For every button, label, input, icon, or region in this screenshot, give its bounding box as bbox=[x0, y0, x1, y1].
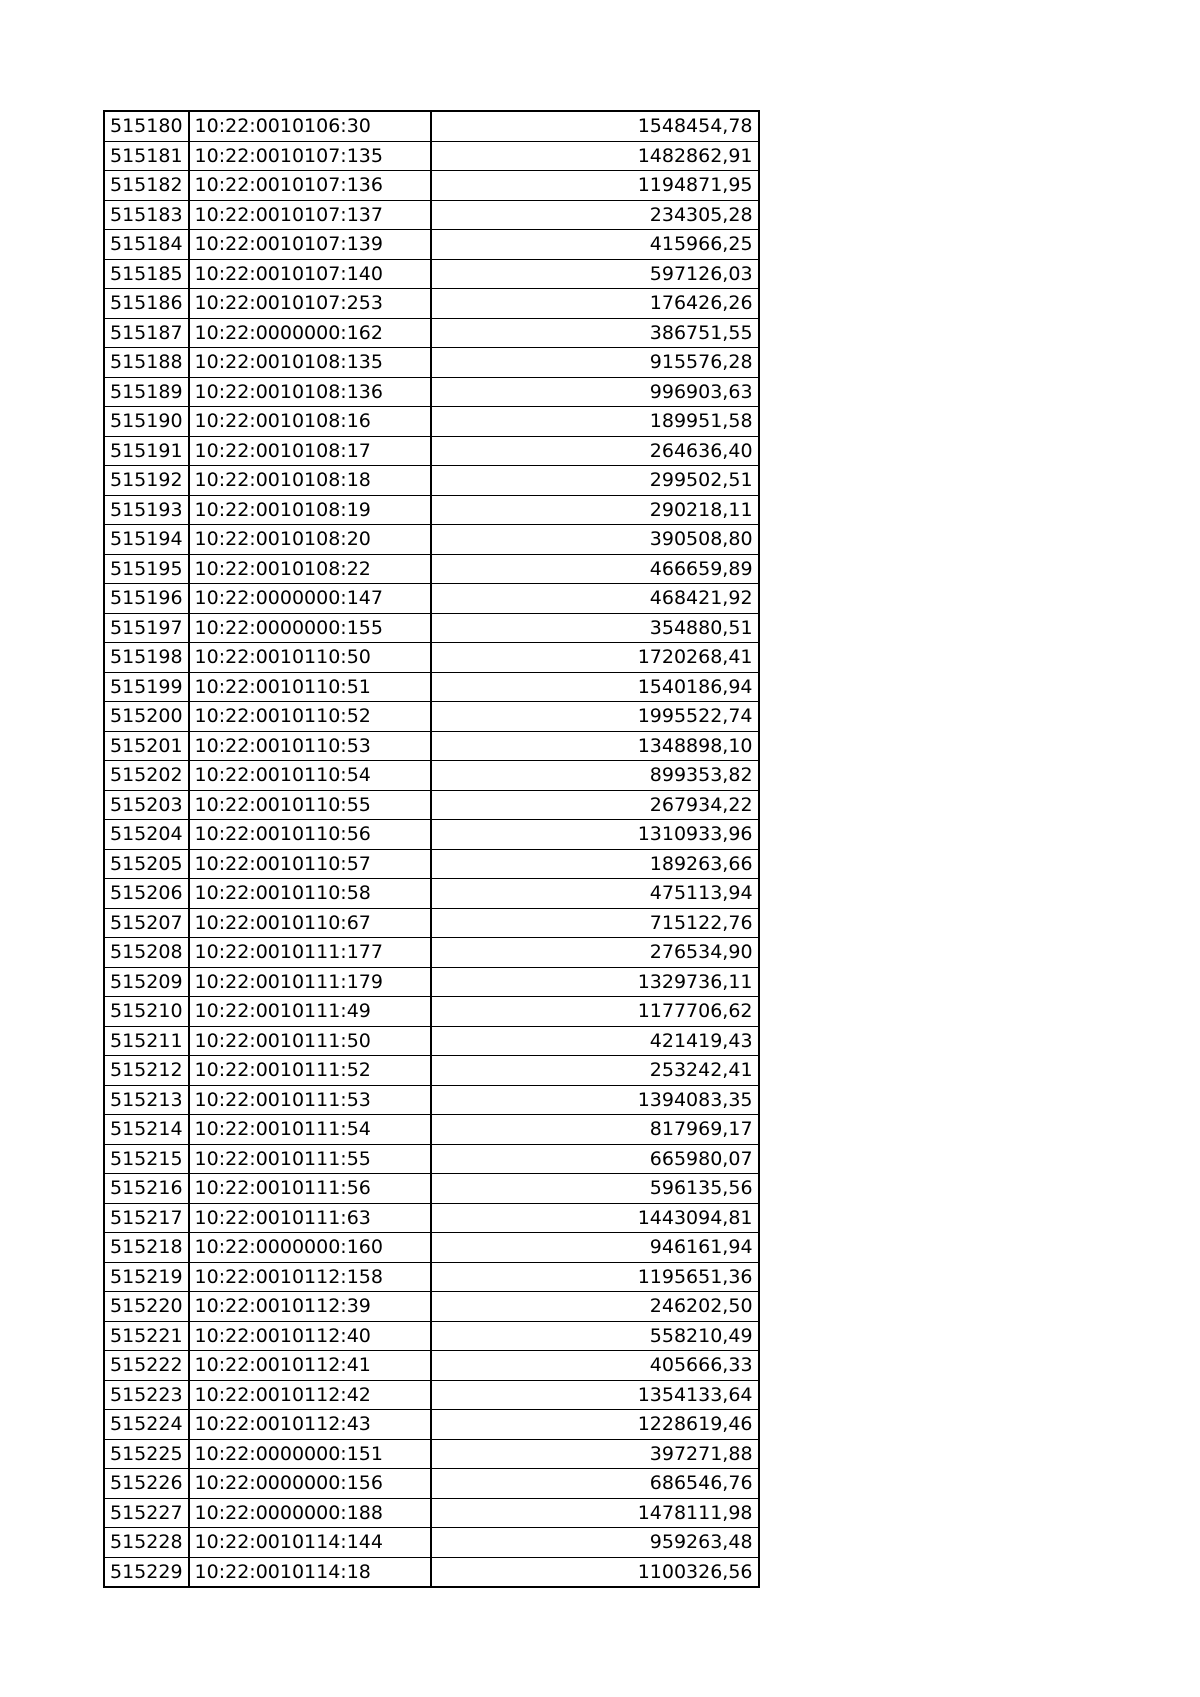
row-id-cell: 515192 bbox=[104, 466, 189, 496]
row-id-cell: 515208 bbox=[104, 938, 189, 968]
cadastral-number-cell: 10:22:0010111:50 bbox=[189, 1026, 431, 1056]
cadastral-number-cell: 10:22:0010107:135 bbox=[189, 141, 431, 171]
row-id-cell: 515219 bbox=[104, 1262, 189, 1292]
amount-cell: 996903,63 bbox=[431, 377, 759, 407]
row-id-cell: 515214 bbox=[104, 1115, 189, 1145]
amount-cell: 1720268,41 bbox=[431, 643, 759, 673]
row-id-cell: 515213 bbox=[104, 1085, 189, 1115]
amount-cell: 596135,56 bbox=[431, 1174, 759, 1204]
amount-cell: 189951,58 bbox=[431, 407, 759, 437]
row-id-cell: 515228 bbox=[104, 1528, 189, 1558]
table-row bbox=[104, 672, 759, 702]
table-row bbox=[104, 938, 759, 968]
table-row bbox=[104, 584, 759, 614]
table-row bbox=[104, 200, 759, 230]
cadastral-number-cell: 10:22:0010110:67 bbox=[189, 908, 431, 938]
amount-cell: 1354133,64 bbox=[431, 1380, 759, 1410]
cadastral-number-cell: 10:22:0010111:177 bbox=[189, 938, 431, 968]
amount-cell: 1995522,74 bbox=[431, 702, 759, 732]
amount-cell: 817969,17 bbox=[431, 1115, 759, 1145]
row-id-cell: 515224 bbox=[104, 1410, 189, 1440]
table-row bbox=[104, 997, 759, 1027]
table-row bbox=[104, 1439, 759, 1469]
cadastral-number-cell: 10:22:0010112:39 bbox=[189, 1292, 431, 1322]
table-row bbox=[104, 407, 759, 437]
table-row bbox=[104, 377, 759, 407]
cadastral-number-cell: 10:22:0010110:58 bbox=[189, 879, 431, 909]
table-row bbox=[104, 761, 759, 791]
cadastral-number-cell: 10:22:0010108:20 bbox=[189, 525, 431, 555]
table-row bbox=[104, 554, 759, 584]
amount-cell: 915576,28 bbox=[431, 348, 759, 378]
table-row bbox=[104, 1056, 759, 1086]
amount-cell: 189263,66 bbox=[431, 849, 759, 879]
cadastral-number-cell: 10:22:0010111:53 bbox=[189, 1085, 431, 1115]
table-row bbox=[104, 1410, 759, 1440]
row-id-cell: 515195 bbox=[104, 554, 189, 584]
cadastral-number-cell: 10:22:0010112:158 bbox=[189, 1262, 431, 1292]
cadastral-number-cell: 10:22:0010111:63 bbox=[189, 1203, 431, 1233]
cadastral-number-cell: 10:22:0000000:155 bbox=[189, 613, 431, 643]
cadastral-number-cell: 10:22:0010107:253 bbox=[189, 289, 431, 319]
row-id-cell: 515184 bbox=[104, 230, 189, 260]
row-id-cell: 515221 bbox=[104, 1321, 189, 1351]
cadastral-number-cell: 10:22:0010112:40 bbox=[189, 1321, 431, 1351]
cadastral-number-cell: 10:22:0010111:179 bbox=[189, 967, 431, 997]
cadastral-number-cell: 10:22:0000000:147 bbox=[189, 584, 431, 614]
amount-cell: 267934,22 bbox=[431, 790, 759, 820]
row-id-cell: 515222 bbox=[104, 1351, 189, 1381]
row-id-cell: 515180 bbox=[104, 111, 189, 141]
amount-cell: 959263,48 bbox=[431, 1528, 759, 1558]
amount-cell: 1310933,96 bbox=[431, 820, 759, 850]
table-row bbox=[104, 1321, 759, 1351]
row-id-cell: 515189 bbox=[104, 377, 189, 407]
amount-cell: 1478111,98 bbox=[431, 1498, 759, 1528]
table-row bbox=[104, 141, 759, 171]
row-id-cell: 515190 bbox=[104, 407, 189, 437]
row-id-cell: 515193 bbox=[104, 495, 189, 525]
amount-cell: 397271,88 bbox=[431, 1439, 759, 1469]
row-id-cell: 515194 bbox=[104, 525, 189, 555]
cadastral-number-cell: 10:22:0010107:139 bbox=[189, 230, 431, 260]
table-row bbox=[104, 967, 759, 997]
table-row bbox=[104, 1380, 759, 1410]
row-id-cell: 515216 bbox=[104, 1174, 189, 1204]
row-id-cell: 515185 bbox=[104, 259, 189, 289]
row-id-cell: 515183 bbox=[104, 200, 189, 230]
cadastral-number-cell: 10:22:0010110:54 bbox=[189, 761, 431, 791]
row-id-cell: 515187 bbox=[104, 318, 189, 348]
cadastral-number-cell: 10:22:0010110:53 bbox=[189, 731, 431, 761]
row-id-cell: 515207 bbox=[104, 908, 189, 938]
row-id-cell: 515201 bbox=[104, 731, 189, 761]
table-row bbox=[104, 1026, 759, 1056]
row-id-cell: 515218 bbox=[104, 1233, 189, 1263]
table-row bbox=[104, 111, 759, 141]
amount-cell: 715122,76 bbox=[431, 908, 759, 938]
table-row bbox=[104, 1557, 759, 1587]
table-row bbox=[104, 289, 759, 319]
amount-cell: 299502,51 bbox=[431, 466, 759, 496]
row-id-cell: 515200 bbox=[104, 702, 189, 732]
row-id-cell: 515227 bbox=[104, 1498, 189, 1528]
cadastral-number-cell: 10:22:0010108:135 bbox=[189, 348, 431, 378]
amount-cell: 1228619,46 bbox=[431, 1410, 759, 1440]
table-row bbox=[104, 318, 759, 348]
table-row bbox=[104, 1203, 759, 1233]
amount-cell: 558210,49 bbox=[431, 1321, 759, 1351]
table-row bbox=[104, 436, 759, 466]
row-id-cell: 515210 bbox=[104, 997, 189, 1027]
table-row bbox=[104, 495, 759, 525]
cadastral-number-cell: 10:22:0000000:188 bbox=[189, 1498, 431, 1528]
amount-cell: 466659,89 bbox=[431, 554, 759, 584]
table-row bbox=[104, 908, 759, 938]
cadastral-number-cell: 10:22:0010110:55 bbox=[189, 790, 431, 820]
table-row bbox=[104, 702, 759, 732]
row-id-cell: 515181 bbox=[104, 141, 189, 171]
cadastral-number-cell: 10:22:0010108:22 bbox=[189, 554, 431, 584]
cadastral-number-cell: 10:22:0010108:17 bbox=[189, 436, 431, 466]
amount-cell: 1100326,56 bbox=[431, 1557, 759, 1587]
row-id-cell: 515225 bbox=[104, 1439, 189, 1469]
amount-cell: 1195651,36 bbox=[431, 1262, 759, 1292]
amount-cell: 475113,94 bbox=[431, 879, 759, 909]
cadastral-number-cell: 10:22:0010108:19 bbox=[189, 495, 431, 525]
row-id-cell: 515204 bbox=[104, 820, 189, 850]
table-row bbox=[104, 790, 759, 820]
cadastral-number-cell: 10:22:0010107:140 bbox=[189, 259, 431, 289]
amount-cell: 253242,41 bbox=[431, 1056, 759, 1086]
table-row bbox=[104, 1233, 759, 1263]
amount-cell: 290218,11 bbox=[431, 495, 759, 525]
cadastral-number-cell: 10:22:0010110:50 bbox=[189, 643, 431, 673]
cadastral-number-cell: 10:22:0010111:55 bbox=[189, 1144, 431, 1174]
cadastral-number-cell: 10:22:0000000:160 bbox=[189, 1233, 431, 1263]
table-row bbox=[104, 731, 759, 761]
cadastral-number-cell: 10:22:0010111:49 bbox=[189, 997, 431, 1027]
amount-cell: 234305,28 bbox=[431, 200, 759, 230]
cadastral-number-cell: 10:22:0010108:18 bbox=[189, 466, 431, 496]
amount-cell: 1348898,10 bbox=[431, 731, 759, 761]
amount-cell: 405666,33 bbox=[431, 1351, 759, 1381]
amount-cell: 946161,94 bbox=[431, 1233, 759, 1263]
amount-cell: 246202,50 bbox=[431, 1292, 759, 1322]
amount-cell: 1443094,81 bbox=[431, 1203, 759, 1233]
cadastral-number-cell: 10:22:0010111:54 bbox=[189, 1115, 431, 1145]
table-row bbox=[104, 1144, 759, 1174]
row-id-cell: 515215 bbox=[104, 1144, 189, 1174]
table-row bbox=[104, 1174, 759, 1204]
cadastral-number-cell: 10:22:0000000:156 bbox=[189, 1469, 431, 1499]
table-row bbox=[104, 1498, 759, 1528]
table-row bbox=[104, 643, 759, 673]
row-id-cell: 515206 bbox=[104, 879, 189, 909]
amount-cell: 468421,92 bbox=[431, 584, 759, 614]
table-row bbox=[104, 849, 759, 879]
row-id-cell: 515217 bbox=[104, 1203, 189, 1233]
amount-cell: 1540186,94 bbox=[431, 672, 759, 702]
cadastral-number-cell: 10:22:0010110:51 bbox=[189, 672, 431, 702]
cadastral-number-cell: 10:22:0010108:16 bbox=[189, 407, 431, 437]
row-id-cell: 515220 bbox=[104, 1292, 189, 1322]
cadastral-number-cell: 10:22:0010106:30 bbox=[189, 111, 431, 141]
row-id-cell: 515202 bbox=[104, 761, 189, 791]
table-row bbox=[104, 525, 759, 555]
table-row bbox=[104, 1469, 759, 1499]
data-table bbox=[103, 110, 760, 1588]
amount-cell: 686546,76 bbox=[431, 1469, 759, 1499]
cadastral-number-cell: 10:22:0010112:43 bbox=[189, 1410, 431, 1440]
amount-cell: 665980,07 bbox=[431, 1144, 759, 1174]
cadastral-number-cell: 10:22:0000000:162 bbox=[189, 318, 431, 348]
table-row bbox=[104, 879, 759, 909]
row-id-cell: 515211 bbox=[104, 1026, 189, 1056]
amount-cell: 899353,82 bbox=[431, 761, 759, 791]
row-id-cell: 515199 bbox=[104, 672, 189, 702]
table-body bbox=[104, 111, 759, 1587]
cadastral-number-cell: 10:22:0010110:52 bbox=[189, 702, 431, 732]
cadastral-number-cell: 10:22:0010114:144 bbox=[189, 1528, 431, 1558]
amount-cell: 597126,03 bbox=[431, 259, 759, 289]
cadastral-number-cell: 10:22:0010110:56 bbox=[189, 820, 431, 850]
table-row bbox=[104, 1528, 759, 1558]
amount-cell: 276534,90 bbox=[431, 938, 759, 968]
amount-cell: 1194871,95 bbox=[431, 171, 759, 201]
amount-cell: 176426,26 bbox=[431, 289, 759, 319]
amount-cell: 421419,43 bbox=[431, 1026, 759, 1056]
cadastral-number-cell: 10:22:0010111:52 bbox=[189, 1056, 431, 1086]
row-id-cell: 515226 bbox=[104, 1469, 189, 1499]
row-id-cell: 515197 bbox=[104, 613, 189, 643]
cadastral-number-cell: 10:22:0010112:41 bbox=[189, 1351, 431, 1381]
table-row bbox=[104, 259, 759, 289]
row-id-cell: 515196 bbox=[104, 584, 189, 614]
cadastral-number-cell: 10:22:0010111:56 bbox=[189, 1174, 431, 1204]
amount-cell: 1329736,11 bbox=[431, 967, 759, 997]
table-row bbox=[104, 1262, 759, 1292]
cadastral-number-cell: 10:22:0010112:42 bbox=[189, 1380, 431, 1410]
amount-cell: 1482862,91 bbox=[431, 141, 759, 171]
cadastral-number-cell: 10:22:0000000:151 bbox=[189, 1439, 431, 1469]
row-id-cell: 515209 bbox=[104, 967, 189, 997]
table-row bbox=[104, 348, 759, 378]
table-row bbox=[104, 230, 759, 260]
table-row bbox=[104, 466, 759, 496]
row-id-cell: 515212 bbox=[104, 1056, 189, 1086]
row-id-cell: 515191 bbox=[104, 436, 189, 466]
table-row bbox=[104, 1292, 759, 1322]
amount-cell: 264636,40 bbox=[431, 436, 759, 466]
table-row bbox=[104, 171, 759, 201]
amount-cell: 1394083,35 bbox=[431, 1085, 759, 1115]
cadastral-number-cell: 10:22:0010107:136 bbox=[189, 171, 431, 201]
amount-cell: 415966,25 bbox=[431, 230, 759, 260]
row-id-cell: 515205 bbox=[104, 849, 189, 879]
table-row bbox=[104, 613, 759, 643]
amount-cell: 354880,51 bbox=[431, 613, 759, 643]
cadastral-number-cell: 10:22:0010110:57 bbox=[189, 849, 431, 879]
row-id-cell: 515188 bbox=[104, 348, 189, 378]
amount-cell: 1548454,78 bbox=[431, 111, 759, 141]
table-row bbox=[104, 820, 759, 850]
amount-cell: 390508,80 bbox=[431, 525, 759, 555]
row-id-cell: 515182 bbox=[104, 171, 189, 201]
row-id-cell: 515223 bbox=[104, 1380, 189, 1410]
row-id-cell: 515186 bbox=[104, 289, 189, 319]
amount-cell: 386751,55 bbox=[431, 318, 759, 348]
cadastral-number-cell: 10:22:0010114:18 bbox=[189, 1557, 431, 1587]
cadastral-number-cell: 10:22:0010107:137 bbox=[189, 200, 431, 230]
row-id-cell: 515203 bbox=[104, 790, 189, 820]
row-id-cell: 515229 bbox=[104, 1557, 189, 1587]
amount-cell: 1177706,62 bbox=[431, 997, 759, 1027]
cadastral-number-cell: 10:22:0010108:136 bbox=[189, 377, 431, 407]
row-id-cell: 515198 bbox=[104, 643, 189, 673]
table-row bbox=[104, 1115, 759, 1145]
table-row bbox=[104, 1351, 759, 1381]
table-row bbox=[104, 1085, 759, 1115]
